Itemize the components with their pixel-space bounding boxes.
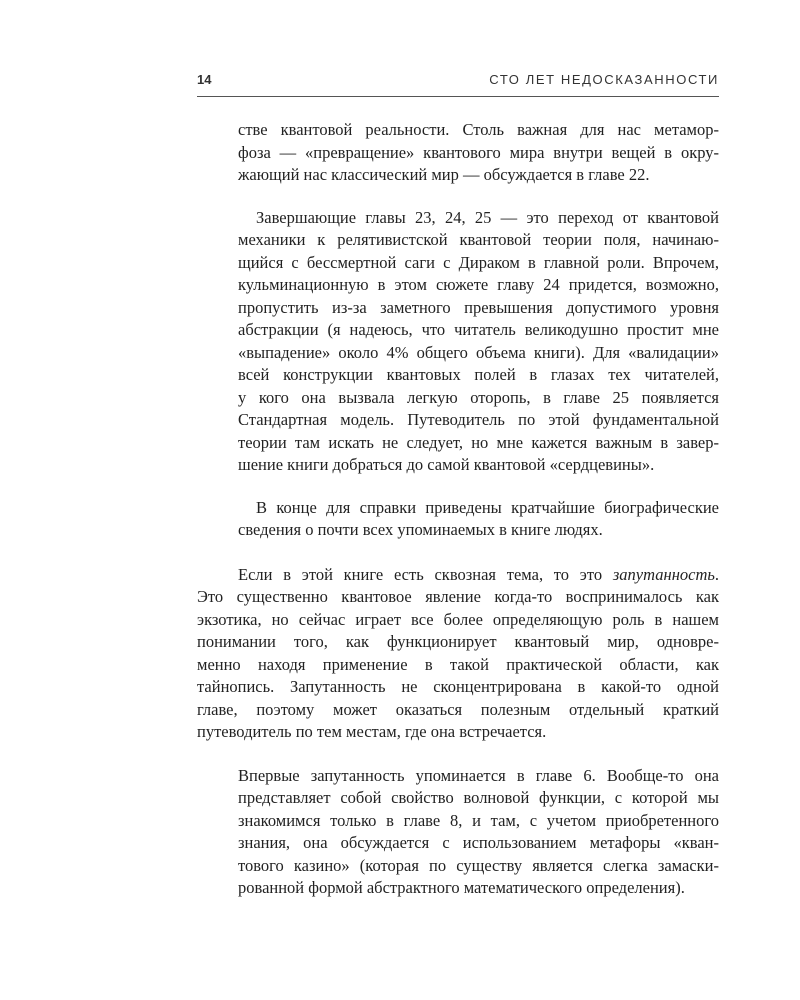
text-line: понимании того, как функционирует квантовый мир, одновре- xyxy=(197,632,719,651)
text-line: путеводитель по тем местам, где она встречается. xyxy=(197,722,547,741)
text-line: Это существенно квантовое явление когда-то воспринималось как xyxy=(197,587,719,606)
paragraph-entanglement-theme xyxy=(197,564,719,744)
text-line: Завершающие главы 23, 24, 25 — это переход от квантовой xyxy=(256,207,719,227)
text-line: «выпадение» около 4% общего объема книги). Для «валидации» xyxy=(238,342,719,362)
text-line: кульминационную в этом сюжете главу 24 придется, возможно, xyxy=(238,275,719,294)
text-line: представляет собой свойство волновой функции, с которой мы xyxy=(238,788,719,807)
text-line: главе, поэтому может оказаться полезным отдельный краткий xyxy=(197,699,719,719)
paragraph-final-chapters xyxy=(238,207,719,477)
text-line: шение книги добраться до самой квантовой «сердцевины». xyxy=(238,455,655,474)
text-line: механики к релятивистской квантовой теории поля, начинаю- xyxy=(238,230,719,249)
header-rule xyxy=(197,96,719,97)
text-line: тового казино» (которая по существу является слегка замаски- xyxy=(238,855,719,875)
text-line xyxy=(197,564,719,587)
text-line: жающий нас классический мир — обсуждается в главе 22. xyxy=(238,165,650,184)
text-line: Стандартная модель. Путеводитель по этой фундаментальной xyxy=(238,410,719,429)
entanglement-term: запутанность xyxy=(612,564,715,584)
entanglement-intro-punct: . xyxy=(714,564,719,584)
text-line: экзотика, но сейчас играет все более определяющую роль в нашем xyxy=(197,609,719,629)
text-line: рованной формой абстрактного математического определения). xyxy=(238,878,685,897)
running-header xyxy=(197,70,719,90)
paragraph-biographies xyxy=(238,497,719,542)
text-line: теории там искать не следует, но мне кажется важным в завер- xyxy=(238,432,719,452)
running-title: СТО ЛЕТ НЕДОСКАЗАННОСТИ xyxy=(489,72,719,87)
text-line: фоза — «превращение» квантового мира внутри вещей в окру- xyxy=(238,142,719,162)
text-line: щийся с бессмертной саги с Дираком в главной роли. Впрочем, xyxy=(238,252,719,272)
text-line: абстракции (я надеюсь, что читатель великодушно простит мне xyxy=(238,320,719,339)
text-line: всей конструкции квантовых полей в глазах тех читателей, xyxy=(238,365,719,384)
page-number: 14 xyxy=(197,72,212,87)
text-line: менно находя применение в такой практической области, как xyxy=(197,654,719,674)
text-line: знакомимся только в главе 8, и там, с учетом приобретенного xyxy=(238,810,719,830)
text-line: пропустить из-за заметного превышения допустимого уровня xyxy=(238,297,719,317)
body-text xyxy=(197,119,719,900)
paragraph-decoherence-ending xyxy=(238,119,719,187)
text-line: знания, она обсуждается с использованием метафоры «кван- xyxy=(238,833,719,852)
text-line: стве квантовой реальности. Столь важная для нас метамор- xyxy=(238,120,719,139)
text-line: у кого она вызвала легкую оторопь, в главе 25 появляется xyxy=(238,387,719,407)
text-line: Впервые запутанность упоминается в главе 6. Вообще-то она xyxy=(238,765,719,785)
text-line: В конце для справки приведены кратчайшие биографические xyxy=(256,497,719,517)
text-line: тайнопись. Запутанность не сконцентрирована в какой-то одной xyxy=(197,677,719,696)
paragraph-entanglement-first-mention xyxy=(238,765,719,900)
text-line: сведения о почти всех упоминаемых в книге людях. xyxy=(238,520,603,539)
entanglement-intro-text: Если в этой книге есть сквозная тема, то это xyxy=(238,564,613,584)
